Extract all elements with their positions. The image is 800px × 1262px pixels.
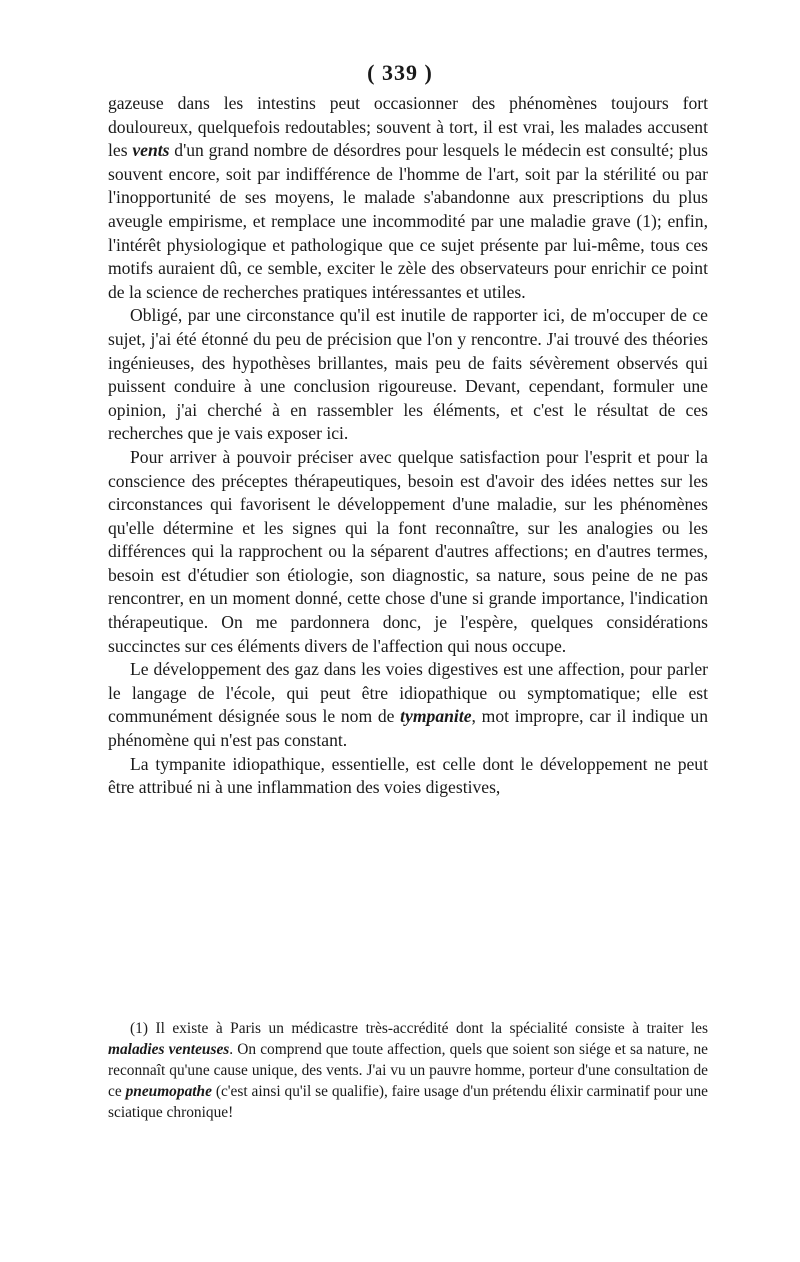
italic-term-pneumopathe: pneumopathe: [125, 1083, 212, 1100]
italic-term-maladies-venteuses: maladies venteuses: [108, 1041, 230, 1058]
paragraph-5: La tympanite idiopathique, essentielle, est celle dont le développement ne peut être attribué ni à une inflammation des voies digestives,: [108, 753, 708, 798]
footnote: [108, 1018, 708, 1123]
page-number: ( 339 ): [367, 60, 433, 85]
paragraph-2: Obligé, par une circonstance qu'il est inutile de rapporter ici, de m'occuper de ce sujet, j'ai été étonné du peu de précision que l'on y rencontre. J'ai trouvé des théories ingénieuses, des hypothèses brillantes, mais peu de faits sévèrement observés qui puissent conduire à une conclusion rigoureuse. Devant, cependant, formuler une opinion, j'ai cherché à en rassembler les éléments, et c'est le résultat de ces recherches que je vais exposer ici.: [108, 305, 708, 444]
paragraph-1: gazeuse dans les intestins peut occasionner des phénomènes toujours fort douloureux, quelquefois redoutables; souvent à tort, il est vrai, les malades accusent les vents d'un grand nombre de désordres pour lesquels le médecin est consulté; plus souvent encore, soit par indifférence de l'homme de l'art, soit par la stérilité ou par l'inopportunité de ses moyens, le malade s'abandonne aux prescriptions du plus aveugle empirisme, et remplace une incommodité par une maladie grave (1); enfin, l'intérêt physiologique et pathologique que ce sujet présente par lui-même, tous ces motifs auraient dû, ce semble, exciter le zèle des observateurs pour enrichir ce point de la science de recherches pratiques intéressantes et utiles.: [108, 93, 708, 302]
paragraph-4: Le développement des gaz dans les voies digestives est une affection, pour parler le langage de l'école, qui peut être idiopathique ou symptomatique; elle est communément désignée sous le nom de tympanite, mot impropre, car il indique un phénomène qui n'est pas constant.: [108, 659, 708, 751]
italic-term-vents: vents: [132, 140, 170, 161]
italic-term-tympanite: tympanite: [400, 706, 472, 727]
body-text: [108, 92, 708, 800]
paragraph-3: Pour arriver à pouvoir préciser avec quelque satisfaction pour l'esprit et pour la conscience des préceptes thérapeutiques, besoin est d'avoir des idées nettes sur les circonstances qui favorisent le développement d'une maladie, sur les phénomènes qu'elle détermine et les signes qui la font reconnaître, sur les analogies ou les différences qui la rapprochent ou la séparent d'autres affections; en d'autres termes, besoin est d'étudier son étiologie, son diagnostic, sa nature, sous peine de ne pas rencontrer, en un moment donné, cette chose d'une si grande importance, l'indication thérapeutique. On me pardonnera donc, je l'espère, quelques considérations succinctes sur ces éléments divers de l'affection qui nous occupe.: [108, 446, 708, 656]
footnote-text: (1) Il existe à Paris un médicastre très-accrédité dont la spécialité consiste à traiter les maladies venteuses. On comprend que toute affection, quels que soient son siége et sa nature, ne reconnaît qu'une cause unique, des vents. J'ai vu un pauvre homme, porteur d'une consultation de ce pneumopathe (c'est ainsi qu'il se qualifie), faire usage d'un prétendu élixir carminatif pour une sciatique chronique!: [108, 1020, 709, 1121]
